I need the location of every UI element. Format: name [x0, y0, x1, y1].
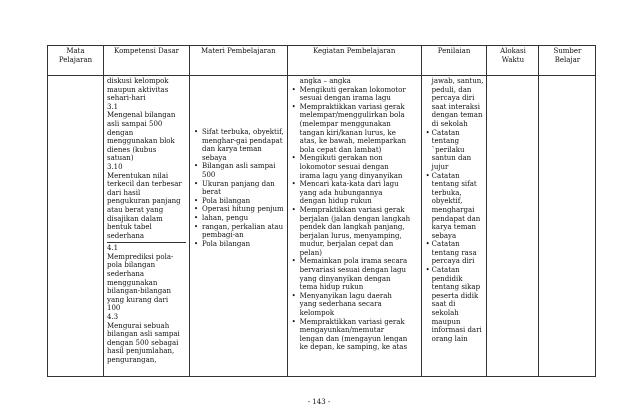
text-line: atau berat yang: [107, 205, 164, 214]
text-line: yang dinyanyikan dengan: [299, 274, 391, 283]
text-line: lokomotor sesuai dengan: [299, 162, 389, 171]
text-line: bervariasi sesuai dengan lagu: [299, 266, 406, 275]
text-line: menggunakan: [107, 278, 158, 287]
bullet-icon: •: [425, 240, 430, 249]
text-line: sehari-hari: [107, 94, 146, 103]
text-line: Mempraktikkan variasi gerak: [299, 102, 405, 111]
bullet-icon: •: [425, 266, 430, 275]
bullet-icon: •: [194, 179, 199, 188]
text-line: Materi Pembelajaran: [200, 47, 276, 55]
text-line: yang kurang dari: [107, 295, 169, 304]
text-line: obyektif,: [431, 197, 463, 206]
text-line: terbuka,: [431, 188, 462, 197]
header-kegiatan-pembelajaran: [287, 46, 421, 76]
text-line: kelompok: [299, 309, 335, 318]
bullet-icon: •: [425, 171, 430, 180]
text-line: berjalan (jalan dengan langkah: [299, 214, 411, 223]
text-line: pola bilangan: [107, 261, 156, 270]
text-line: menghar-gai pendapat: [202, 136, 283, 145]
text-line: percaya diri: [431, 94, 475, 103]
text-line: lengan dan (mengayun lengan: [299, 334, 408, 343]
text-line: di sekolah: [431, 119, 468, 128]
text-line: Mata: [66, 47, 85, 55]
bullet-icon: •: [291, 102, 296, 111]
text-line: 3.10: [107, 162, 123, 171]
bullet-icon: •: [194, 196, 199, 205]
text-line: sesuai dengan irama lagu: [299, 94, 391, 103]
text-line: bilangan asli sampai: [107, 330, 180, 339]
text-line: (melempar menggunakan: [299, 119, 391, 128]
bullet-icon: •: [425, 128, 430, 137]
text-line: sebaya: [431, 231, 457, 240]
kegiatan-item: [291, 86, 418, 103]
text-line: satuan): [107, 154, 134, 163]
materi-item: [193, 214, 284, 223]
text-line: `perilaku: [431, 145, 465, 154]
text-line: Menyanyikan lagu daerah: [299, 291, 392, 300]
text-line: menggunakan blok: [107, 137, 175, 146]
table-header-row: [48, 46, 596, 76]
cell-alokasi-waktu: [487, 76, 539, 377]
text-line: Catatan: [431, 171, 460, 180]
bullet-icon: •: [291, 205, 296, 214]
text-line: berat: [202, 188, 221, 197]
text-line: Mengenal bilangan: [107, 111, 176, 120]
header-alokasi-waktu: [487, 46, 539, 76]
text-line: Bilangan asli sampai: [202, 162, 276, 171]
kegiatan-item: [291, 318, 418, 352]
text-line: disajikan dalam: [107, 214, 163, 223]
text-line: peduli, dan: [431, 85, 472, 94]
text-line: atas, ke bawah, melemparkan: [299, 137, 406, 146]
text-line: angka – angka: [299, 77, 351, 85]
text-line: Penilaian: [437, 47, 471, 55]
text-line: percaya diri: [431, 257, 475, 266]
text-line: 100: [107, 304, 121, 313]
text-line: Catatan: [431, 128, 460, 137]
text-line: jujur: [431, 162, 449, 171]
text-line: hasil penjumlahan,: [107, 347, 175, 356]
kegiatan-item: [291, 257, 418, 291]
text-line: Belajar: [554, 56, 581, 64]
text-line: tentang sikap: [431, 283, 481, 292]
kd-segment: [107, 77, 186, 242]
text-line: dengan: [107, 128, 134, 137]
text-line: dari hasil: [107, 188, 141, 197]
text-line: bola cepat dan lambat): [299, 145, 382, 154]
bullet-icon: •: [291, 291, 296, 300]
penilaian-list: [425, 129, 484, 344]
materi-list: [193, 128, 284, 248]
text-line: dan karya teman: [202, 145, 262, 154]
text-line: tema hidup rukun: [299, 283, 364, 292]
text-line: Pola bilangan: [202, 196, 251, 205]
text-line: maupun: [431, 317, 461, 326]
text-line: tangan kiri/kanan lurus, ke: [299, 128, 396, 137]
text-line: yang sederhana secara: [299, 300, 382, 309]
text-line: ke depan, ke samping, ke atas: [299, 343, 408, 352]
text-line: bentuk tabel: [107, 223, 152, 232]
text-line: pengurangan,: [107, 356, 157, 364]
bullet-icon: •: [194, 205, 199, 214]
cell-sumber-belajar: [539, 76, 596, 377]
bullet-icon: •: [291, 257, 296, 266]
cell-penilaian: [421, 76, 487, 377]
text-line: dienes (kubus: [107, 145, 157, 154]
text-line: sekolah: [431, 309, 459, 318]
text-line: pengukuran panjang: [107, 197, 181, 206]
text-line: terkecil dan terbesar: [107, 180, 182, 189]
text-line: Sumber: [553, 47, 582, 55]
text-line: rangan, perkalian atau: [202, 222, 284, 231]
header-kompetensi-dasar: [104, 46, 190, 76]
penilaian-item: [425, 172, 484, 241]
text-line: saat di: [431, 300, 456, 309]
materi-item: [193, 162, 284, 179]
text-line: tentang sifat: [431, 180, 477, 189]
materi-item: [193, 180, 284, 197]
text-line: Merentukan nilai: [107, 171, 169, 180]
bullet-icon: •: [291, 85, 296, 94]
penilaian-item: [425, 266, 484, 343]
text-line: pelan): [299, 248, 322, 257]
text-line: 500: [202, 170, 216, 179]
text-line: Pelajaran: [58, 56, 93, 64]
text-line: Catatan: [431, 266, 460, 275]
kegiatan-list: [291, 86, 418, 352]
header-materi-pembelajaran: [190, 46, 288, 76]
bullet-icon: •: [194, 162, 199, 171]
text-line: Ukuran panjang dan: [202, 179, 275, 188]
text-line: tentang: [431, 137, 460, 146]
text-line: orang lain: [431, 334, 468, 343]
cell-kompetensi-dasar: [104, 76, 190, 377]
kegiatan-item: [291, 103, 418, 155]
text-line: pendapat dan: [431, 214, 481, 223]
text-line: jawab, santun,: [431, 77, 484, 85]
text-line: pendidik: [431, 274, 463, 283]
text-line: Memainkan pola irama secara: [299, 257, 408, 266]
text-line: 3.1: [107, 102, 119, 111]
bullet-icon: •: [194, 239, 199, 248]
kegiatan-item: [291, 206, 418, 258]
text-line: dengan hidup rukun: [299, 197, 372, 206]
penilaian-intro: [425, 77, 484, 129]
text-line: sederhana: [107, 270, 145, 279]
text-line: Mencari kata-kata dari lagu: [299, 180, 399, 189]
page-number: - 143 -: [307, 398, 331, 406]
text-line: Alokasi: [500, 47, 526, 55]
text-line: dengan teman: [431, 111, 483, 120]
text-line: lahan, pengu: [202, 213, 249, 222]
text-line: berjalan lurus, menyamping,: [299, 231, 402, 240]
text-line: saat interaksi: [431, 102, 480, 111]
materi-item: [193, 205, 284, 214]
bullet-icon: •: [194, 128, 199, 136]
text-line: informasi dari: [431, 326, 482, 335]
text-line: Waktu: [501, 56, 525, 64]
text-line: dengan 500 sebagai: [107, 338, 179, 347]
text-line: Catatan: [431, 240, 460, 249]
text-line: Mengikuti gerakan non: [299, 154, 383, 163]
penilaian-item: [425, 129, 484, 172]
text-line: sebaya: [202, 153, 227, 162]
text-line: Pola bilangan: [202, 239, 251, 248]
kegiatan-item: [291, 154, 418, 180]
materi-item: [193, 223, 284, 240]
text-line: mengayunkan/memutar: [299, 326, 385, 335]
text-line: sederhana: [107, 231, 145, 240]
text-line: diskusi kelompok: [107, 77, 169, 85]
text-line: Mengikuti gerakan lokomotor: [299, 85, 406, 94]
penilaian-item: [425, 240, 484, 266]
bullet-icon: •: [291, 180, 296, 189]
bullet-icon: •: [291, 317, 296, 326]
rpp-table: [47, 45, 596, 377]
header-penilaian: [421, 46, 487, 76]
text-line: Kegiatan Pembelajaran: [312, 47, 396, 55]
kegiatan-intro: [291, 77, 418, 86]
text-line: 4.3: [107, 313, 119, 322]
bullet-icon: •: [194, 222, 199, 231]
cell-materi-pembelajaran: [190, 76, 288, 377]
text-line: pendek dan langkah panjang,: [299, 223, 405, 232]
text-line: Memprediksi pola-: [107, 252, 174, 261]
kd-segment: [107, 242, 186, 366]
text-line: maupun aktivitas: [107, 85, 169, 94]
materi-item: [193, 240, 284, 249]
text-line: asli sampai 500: [107, 119, 163, 128]
text-line: mudur, berjalan cepat dan: [299, 240, 394, 249]
text-line: Mengurai sebuah: [107, 321, 170, 330]
text-line: yang ada hubungannya: [299, 188, 383, 197]
table-row: [48, 76, 596, 377]
text-line: menghargai: [431, 205, 475, 214]
bullet-icon: •: [194, 213, 199, 222]
materi-item: [193, 128, 284, 162]
text-line: 4.1: [107, 244, 119, 253]
text-line: Sifat terbuka, obyektif,: [202, 128, 284, 136]
text-line: melempar/menggulirkan bola: [299, 111, 405, 120]
bullet-icon: •: [291, 154, 296, 163]
text-line: peserta didik: [431, 291, 479, 300]
header-mata-pelajaran: [48, 46, 104, 76]
text-line: santun dan: [431, 154, 472, 163]
materi-item: [193, 197, 284, 206]
text-line: tentang rasa: [431, 248, 477, 257]
text-line: Operasi hitung penjum: [202, 205, 284, 214]
cell-mata-pelajaran: [48, 76, 104, 377]
text-line: Kompetensi Dasar: [114, 47, 179, 55]
header-sumber-belajar: [539, 46, 596, 76]
text-line: Mempraktikkan variasi gerak: [299, 205, 405, 214]
text-line: bilangan-bilangan: [107, 287, 171, 296]
cell-kegiatan-pembelajaran: [287, 76, 421, 377]
kegiatan-item: [291, 180, 418, 206]
text-line: pembagi-an: [202, 231, 244, 240]
text-line: irama lagu yang dinyanyikan: [299, 171, 403, 180]
text-line: Mempraktikkan variasi gerak: [299, 317, 405, 326]
kegiatan-item: [291, 292, 418, 318]
text-line: karya teman: [431, 223, 477, 232]
